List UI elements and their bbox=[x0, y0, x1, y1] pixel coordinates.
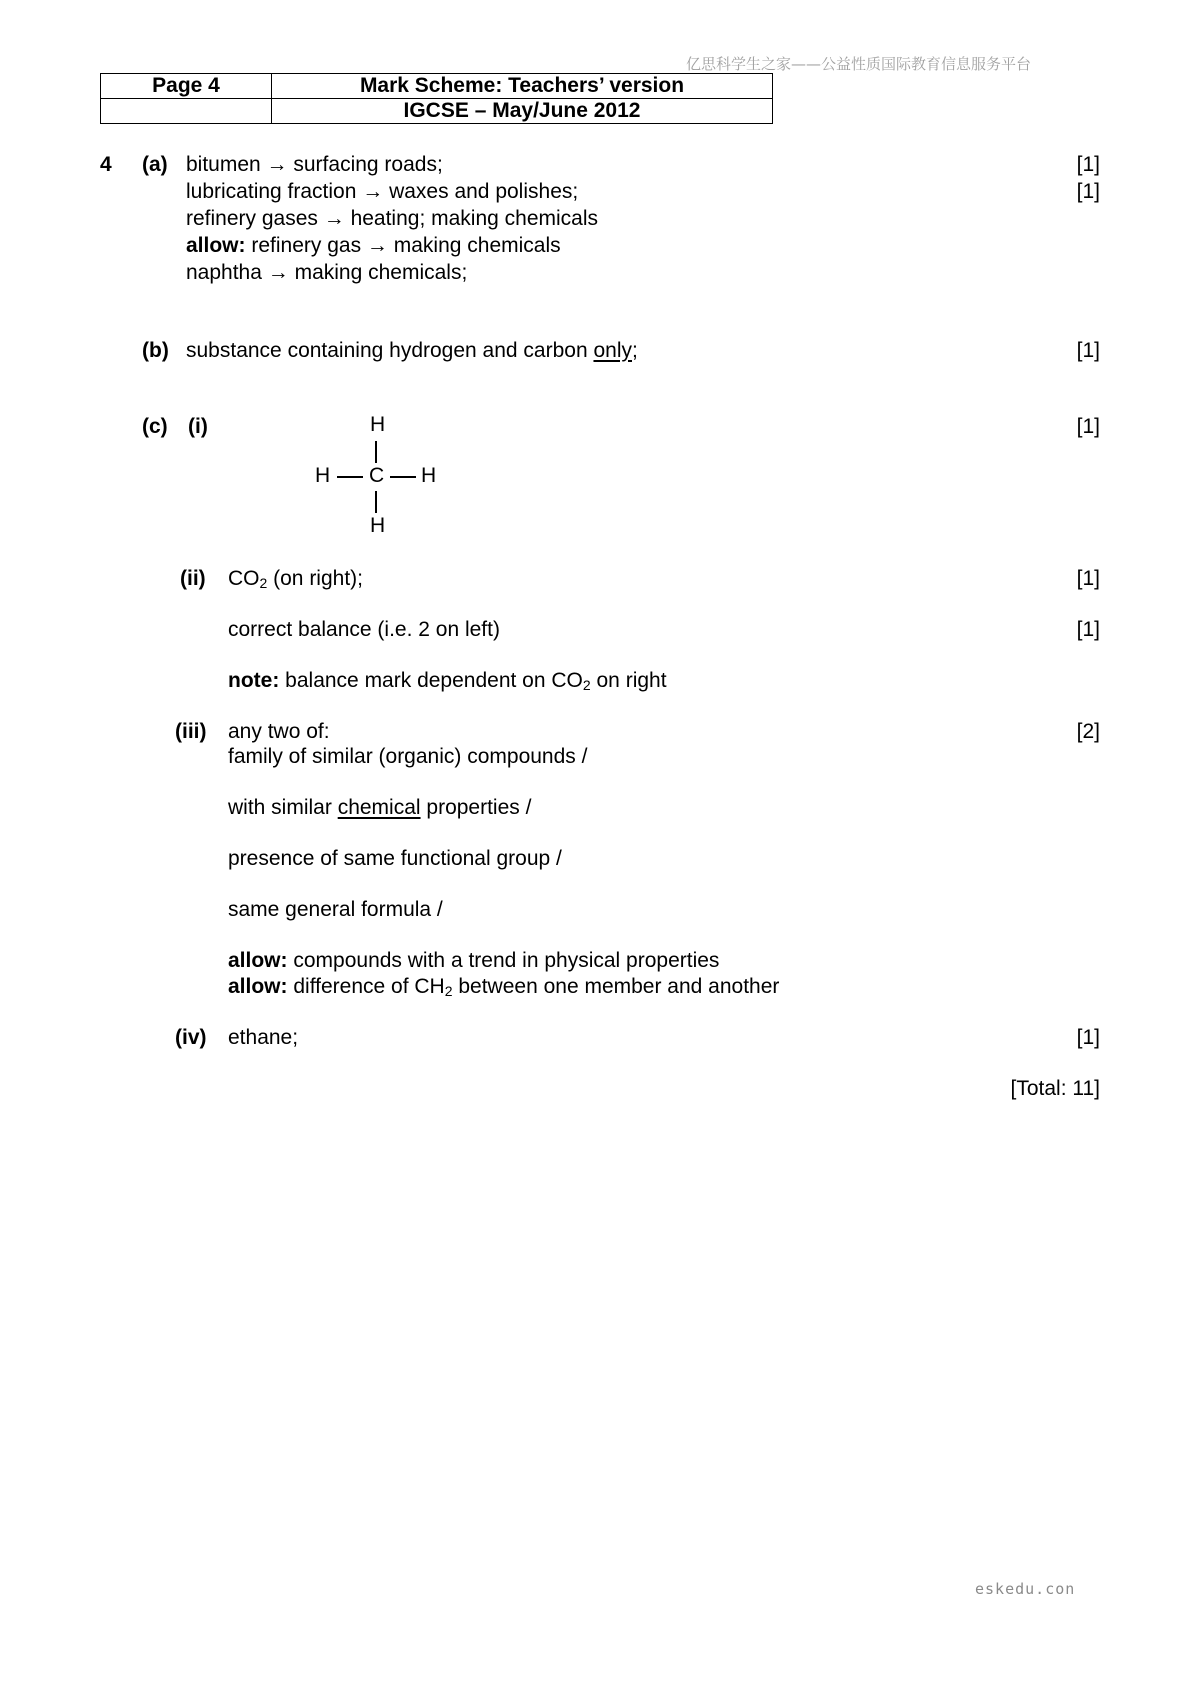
allow1-text: compounds with a trend in physical properties bbox=[293, 949, 720, 972]
part-b-label: (b) bbox=[142, 339, 169, 362]
note-label: note: bbox=[228, 669, 280, 692]
part-c-iv-answer: ethane; bbox=[228, 1026, 299, 1049]
part-c-iii-item-4: same general formula / bbox=[228, 898, 443, 921]
methane-structure bbox=[310, 413, 450, 543]
atom-h-bottom: H bbox=[370, 514, 386, 537]
part-c-ii-label: (ii) bbox=[180, 567, 206, 590]
bond-right bbox=[390, 476, 416, 478]
part-a-line-2: lubricating fraction → waxes and polishes; bbox=[186, 180, 579, 203]
co2-text: CO bbox=[228, 567, 260, 590]
part-c-iii-label: (iii) bbox=[175, 720, 207, 743]
part-a-line-3: refinery gases → heating; making chemicals bbox=[186, 207, 599, 230]
part-c-iii-allow-1 bbox=[228, 948, 719, 974]
part-c-ii-mark-2: [1] bbox=[1076, 618, 1100, 641]
allow-text: refinery gas → making chemicals bbox=[251, 234, 561, 257]
part-c-ii-mark-1: [1] bbox=[1076, 567, 1100, 590]
header-empty-cell bbox=[101, 99, 272, 124]
bond-top bbox=[375, 441, 377, 463]
allow2-pre: difference of CH bbox=[293, 975, 445, 998]
note-subscript: 2 bbox=[582, 677, 591, 693]
part-a-mark-2: [1] bbox=[1076, 180, 1100, 203]
atom-h-top: H bbox=[370, 413, 386, 436]
page-number: Page 4 bbox=[101, 74, 272, 99]
part-a-label: (a) bbox=[142, 153, 168, 176]
atom-h-right: H bbox=[421, 464, 437, 487]
part-c-label: (c) bbox=[142, 415, 168, 438]
allow2-post: between one member and another bbox=[452, 975, 780, 998]
co2-subscript: 2 bbox=[259, 575, 268, 591]
document-subtitle: IGCSE – May/June 2012 bbox=[272, 99, 773, 124]
part-c-iii-mark: [2] bbox=[1076, 720, 1100, 743]
part-c-i-label: (i) bbox=[188, 415, 208, 438]
bond-bottom bbox=[375, 491, 377, 513]
part-b-end: ; bbox=[632, 339, 638, 362]
co2-post: (on right); bbox=[267, 567, 363, 590]
part-c-ii-line-1 bbox=[228, 566, 363, 592]
part-c-iv-label: (iv) bbox=[175, 1026, 207, 1049]
allow2-subscript: 2 bbox=[444, 983, 453, 999]
part-a-line-1: bitumen → surfacing roads; bbox=[186, 153, 443, 176]
bond-left bbox=[337, 476, 363, 478]
allow1-label: allow: bbox=[228, 949, 288, 972]
part-c-ii-line-2: correct balance (i.e. 2 on left) bbox=[228, 618, 500, 641]
question-number: 4 bbox=[100, 153, 112, 176]
item2-pre: with similar bbox=[228, 796, 338, 819]
part-c-iv-mark: [1] bbox=[1076, 1026, 1100, 1049]
note-post: on right bbox=[590, 669, 667, 692]
part-c-iii-intro: any two of: bbox=[228, 720, 330, 743]
atom-h-left: H bbox=[315, 464, 331, 487]
part-b-answer bbox=[186, 338, 638, 364]
part-c-iii-item-3: presence of same functional group / bbox=[228, 847, 562, 870]
total-marks: [Total: 11] bbox=[1010, 1077, 1100, 1100]
part-c-ii-note bbox=[228, 668, 667, 694]
note-text: balance mark dependent on CO bbox=[285, 669, 583, 692]
allow-label: allow: bbox=[186, 234, 246, 257]
part-b-text: substance containing hydrogen and carbon bbox=[186, 339, 588, 362]
part-c-i-mark: [1] bbox=[1076, 415, 1100, 438]
part-a-allow-line bbox=[186, 233, 561, 259]
item2-post: properties / bbox=[420, 796, 532, 819]
part-b-mark: [1] bbox=[1076, 339, 1100, 362]
footer-site: eskedu.con bbox=[975, 1580, 1076, 1598]
part-c-iii-item-2 bbox=[228, 795, 531, 821]
allow2-label: allow: bbox=[228, 975, 288, 998]
watermark-text: 亿思科学生之家——公益性质国际教育信息服务平台 bbox=[686, 55, 1032, 73]
document-title: Mark Scheme: Teachers’ version bbox=[272, 74, 773, 99]
part-c-iii-item-1: family of similar (organic) compounds / bbox=[228, 745, 588, 768]
header-table bbox=[100, 73, 773, 124]
atom-c-center: C bbox=[369, 464, 385, 487]
part-a-line-5: naphtha → making chemicals; bbox=[186, 261, 468, 284]
item2-underlined: chemical bbox=[337, 796, 421, 819]
part-b-underlined: only bbox=[593, 339, 632, 362]
part-c-iii-allow-2 bbox=[228, 974, 779, 1000]
part-a-mark-1: [1] bbox=[1076, 153, 1100, 176]
